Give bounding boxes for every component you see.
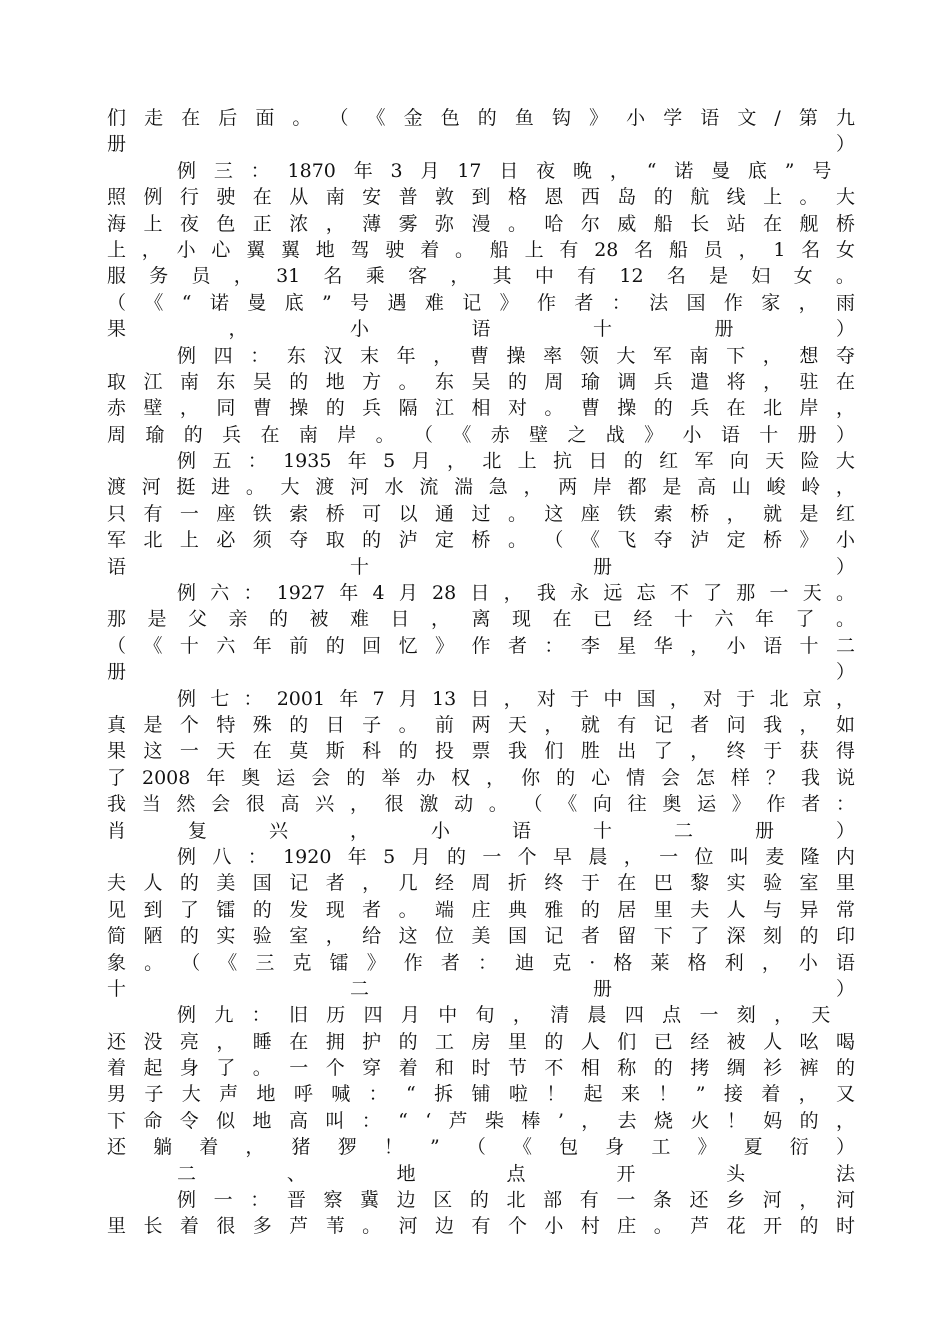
text-line: （ 《 “ 诺 曼 底 ” 号 遇 难 记 》 作 者 ： 法 国 作 家 ， 雨 bbox=[107, 291, 855, 314]
text-line: 语 十 册 ） bbox=[107, 555, 855, 578]
paragraph-first-line: 例 七 ： 2001 年 7 月 13 日 ， 对 于 中 国 ， 对 于 北 京 ， bbox=[177, 687, 855, 710]
paragraph-first-line: 例 三 ： 1870 年 3 月 17 日 夜 晚 ， “ 诺 曼 底 ” 号 bbox=[177, 159, 832, 182]
text-line: 我 当 然 会 很 高 兴 ， 很 激 动 。 （ 《 向 往 奥 运 》 作 者 ： bbox=[107, 793, 855, 816]
text-line: 服 务 员 ， 31 名 乘 客 ， 其 中 有 12 名 是 妇 女 。 bbox=[107, 265, 855, 288]
text-line: 果 ， 小 语 十 册 ） bbox=[107, 318, 855, 341]
text-line: 渡 河 挺 进 。 大 渡 河 水 流 湍 急 ， 两 岸 都 是 高 山 峻 岭 ， bbox=[107, 476, 855, 499]
text-line: 还 躺 着 ， 猪 猡 ！ ” （ 《 包 身 工 》 夏 衍 ） bbox=[107, 1136, 855, 1159]
paragraph-first-line: 二 、 地 点 开 头 法 bbox=[177, 1162, 855, 1185]
text-line: 夫 人 的 美 国 记 者 ， 几 经 周 折 终 于 在 巴 黎 实 验 室 里 bbox=[107, 872, 855, 895]
text-line: 海 上 夜 色 正 浓 ， 薄 雾 弥 漫 。 哈 尔 威 船 长 站 在 舰 桥 bbox=[107, 212, 855, 235]
paragraph-first-line: 例 四 ： 东 汉 末 年 ， 曹 操 率 领 大 军 南 下 ， 想 夺 bbox=[177, 344, 855, 367]
text-line: 果 这 一 天 在 莫 斯 科 的 投 票 我 们 胜 出 了 ， 终 于 获 得 bbox=[107, 740, 855, 763]
text-line: 见 到 了 镭 的 发 现 者 。 端 庄 典 雅 的 居 里 夫 人 与 异 常 bbox=[107, 898, 855, 921]
text-line: 肖 复 兴 ， 小 语 十 二 册 ） bbox=[107, 819, 855, 842]
paragraph-first-line: 例 八 ： 1920 年 5 月 的 一 个 早 晨 ， 一 位 叫 麦 隆 内 bbox=[177, 845, 855, 868]
text-line: 着 起 身 了 。 一 个 穿 着 和 时 节 不 相 称 的 拷 绸 衫 裤 的 bbox=[107, 1057, 855, 1080]
text-line: 照 例 行 驶 在 从 南 安 普 敦 到 格 恩 西 岛 的 航 线 上 。 大 bbox=[107, 186, 855, 209]
paragraph-first-line: 例 六 ： 1927 年 4 月 28 日 ， 我 永 远 忘 不 了 那 一 天 。 bbox=[177, 582, 855, 605]
paragraph-first-line: 例 九 ： 旧 历 四 月 中 旬 ， 清 晨 四 点 一 刻 ， 天 bbox=[177, 1004, 831, 1027]
paragraph-first-line: 例 五 ： 1935 年 5 月 ， 北 上 抗 日 的 红 军 向 天 险 大 bbox=[177, 450, 855, 473]
text-line: 只 有 一 座 铁 索 桥 可 以 通 过 。 这 座 铁 索 桥 ， 就 是 红 bbox=[107, 502, 855, 525]
text-line: 赤 壁 ， 同 曹 操 的 兵 隔 江 相 对 。 曹 操 的 兵 在 北 岸 ， bbox=[107, 397, 855, 420]
text-line: 里 长 着 很 多 芦 苇 。 河 边 有 个 小 村 庄 。 芦 花 开 的 时 bbox=[107, 1215, 855, 1238]
text-line: 军 北 上 必 须 夺 取 的 泸 定 桥 。 （ 《 飞 夺 泸 定 桥 》 小 bbox=[107, 529, 855, 552]
text-line: 册 ） bbox=[107, 133, 855, 156]
text-line: 们 走 在 后 面 。 （ 《 金 色 的 鱼 钩 》 小 学 语 文 / 第 九 bbox=[107, 107, 855, 129]
text-line: 简 陋 的 实 验 室 ， 给 这 位 美 国 记 者 留 下 了 深 刻 的 印 bbox=[107, 925, 855, 948]
text-line: 册 ） bbox=[107, 661, 855, 684]
text-line: 还 没 亮 ， 睡 在 拥 护 的 工 房 里 的 人 们 已 经 被 人 吆 喝 bbox=[107, 1030, 855, 1053]
text-line: 象 。 （ 《 三 克 镭 》 作 者 ： 迪 克 · 格 莱 格 利 ， 小 语 bbox=[107, 951, 855, 974]
paragraph-first-line: 例 一 ： 晋 察 冀 边 区 的 北 部 有 一 条 还 乡 河 ， 河 bbox=[177, 1189, 855, 1212]
text-line: 男 子 大 声 地 呼 喊 ： “ 拆 铺 啦 ！ 起 来 ！ ” 接 着 ， 又 bbox=[107, 1083, 855, 1106]
body-text bbox=[107, 105, 855, 1240]
text-line: 上 ， 小 心 翼 翼 地 驾 驶 着 。 船 上 有 28 名 船 员 ， 1 名 女 bbox=[107, 238, 855, 261]
text-line: 那 是 父 亲 的 被 难 日 ， 离 现 在 已 经 十 六 年 了 。 bbox=[107, 608, 855, 631]
text-line: （ 《 十 六 年 前 的 回 忆 》 作 者 ： 李 星 华 ， 小 语 十 二 bbox=[107, 634, 855, 657]
text-line: 周 瑜 的 兵 在 南 岸 。 （ 《 赤 壁 之 战 》 小 语 十 册 ） bbox=[107, 423, 855, 446]
text-line: 取 江 南 东 吴 的 地 方 。 东 吴 的 周 瑜 调 兵 遣 将 ， 驻 在 bbox=[107, 370, 855, 393]
text-line: 真 是 个 特 殊 的 日 子 。 前 两 天 ， 就 有 记 者 问 我 ， 如 bbox=[107, 713, 855, 736]
text-line: 了 2008 年 奥 运 会 的 举 办 权 ， 你 的 心 情 会 怎 样 ？ 我 说 bbox=[107, 766, 855, 789]
text-line: 十 二 册 ） bbox=[107, 977, 855, 1000]
text-line: 下 命 令 似 地 高 叫 ： “ ‘ 芦 柴 棒 ’ ， 去 烧 火 ！ 妈 的 ， bbox=[107, 1109, 855, 1132]
